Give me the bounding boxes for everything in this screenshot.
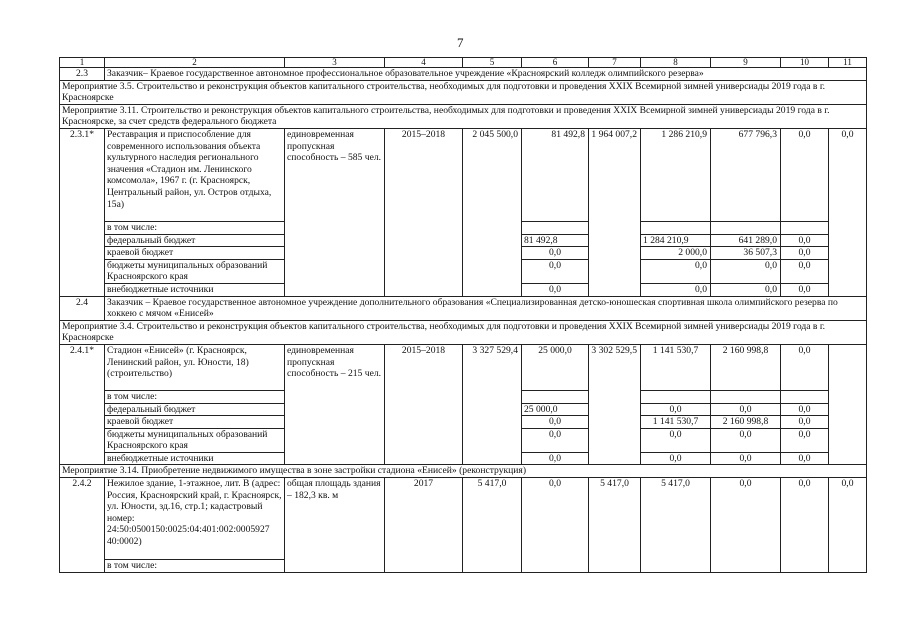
value-cell: 0,0 xyxy=(522,259,589,283)
value-cell: 1 964 007,2 xyxy=(589,128,641,296)
table-row xyxy=(60,478,867,560)
period: 2015–2018 xyxy=(385,344,463,465)
program-table xyxy=(59,57,867,573)
sub-label: внебюджетные источники xyxy=(105,283,285,296)
value-cell xyxy=(711,221,781,234)
value-cell: 0,0 xyxy=(781,234,829,247)
value-cell xyxy=(522,390,589,403)
value-cell: 0,0 xyxy=(781,247,829,260)
sub-label: внебюджетные источники xyxy=(105,452,285,465)
value-cell: 2 160 998,8 xyxy=(711,344,781,390)
value-cell xyxy=(781,390,829,403)
object-name: Стадион «Енисей» (г. Красноярск, Ленинский район, ул. Юности, 18) (строительство) xyxy=(105,344,285,390)
value-cell: 0,0 xyxy=(522,478,589,573)
total-value: 5 417,0 xyxy=(463,478,522,573)
value-cell: 0,0 xyxy=(641,428,711,452)
value-cell: 0,0 xyxy=(641,452,711,465)
value-cell: 36 507,3 xyxy=(711,247,781,260)
header-cell: 3 xyxy=(285,58,385,68)
measure-row xyxy=(60,320,867,344)
value-cell: 0,0 xyxy=(522,283,589,296)
value-cell: 677 796,3 xyxy=(711,128,781,221)
sub-label: в том числе: xyxy=(105,221,285,234)
object-capacity: единовременная пропускная способность – 585 чел. xyxy=(285,128,385,296)
header-cell: 7 xyxy=(589,58,641,68)
row-number: 2.3.1* xyxy=(60,128,105,296)
measure-title: Мероприятие 3.14. Приобретение недвижимого имущества в зоне застройки стадиона «Енисей» (реконструкция) xyxy=(60,465,867,478)
value-cell: 0,0 xyxy=(711,428,781,452)
object-name: Реставрация и приспособление для современного использования объекта культурного наследия регионального значения «Стадион им. Ленинского комсомола», 1967 г. (г. Красноярск, Центральный район, ул. Остров отдыха, 15а) xyxy=(105,128,285,221)
measure-row xyxy=(60,104,867,128)
header-cell: 8 xyxy=(641,58,711,68)
value-cell xyxy=(829,344,867,465)
object-name: Нежилое здание, 1-этажное, лит. В (адрес: Россия, Красноярский край, г. Красноярск, ул. Юности, зд.16, стр.1; кадастровый номер: 24:50:0500150:0025:04:401:002:0005927 40:0002) xyxy=(105,478,285,560)
section-row xyxy=(60,68,867,81)
value-cell: 0,0 xyxy=(781,478,829,573)
sub-label: бюджеты муниципальных образований Красноярского края xyxy=(105,259,285,283)
value-cell xyxy=(641,221,711,234)
value-cell: 0,0 xyxy=(522,416,589,429)
row-number: 2.4.2 xyxy=(60,478,105,573)
header-row xyxy=(60,58,867,68)
measure-title: Мероприятие 3.11. Строительство и реконструкция объектов капитального строительства, необходимых для подготовки и проведения XXIX Всемирной зимней универсиады 2019 года в г. Красноярске, за счет средств федерального бюджета xyxy=(60,104,867,128)
value-cell: 1 141 530,7 xyxy=(641,416,711,429)
value-cell: 2 000,0 xyxy=(641,247,711,260)
value-cell: 0,0 xyxy=(522,428,589,452)
value-cell: 0,0 xyxy=(522,452,589,465)
value-cell: 3 302 529,5 xyxy=(589,344,641,465)
object-area: общая площадь здания – 182,3 кв. м xyxy=(285,478,385,573)
header-cell: 10 xyxy=(781,58,829,68)
value-cell: 0,0 xyxy=(711,403,781,416)
value-cell xyxy=(522,221,589,234)
section-title: Заказчик – Краевое государственное автономное учреждение дополнительного образования «Специализированная детско-юношеская спортивная школа олимпийского резерва по хоккею с мячом «Енисей» xyxy=(105,296,867,320)
sub-label: в том числе: xyxy=(105,390,285,403)
period: 2017 xyxy=(385,478,463,573)
value-cell: 2 160 998,8 xyxy=(711,416,781,429)
sub-label: бюджеты муниципальных образований Красноярского края xyxy=(105,428,285,452)
section-title: Заказчик– Краевое государственное автономное профессиональное образовательное учреждение «Красноярский колледж олимпийского резерва» xyxy=(105,68,867,81)
sub-label: краевой бюджет xyxy=(105,247,285,260)
value-cell: 0,0 xyxy=(781,403,829,416)
value-cell: 0,0 xyxy=(781,428,829,452)
value-cell: 0,0 xyxy=(641,283,711,296)
header-cell: 6 xyxy=(522,58,589,68)
value-cell: 0,0 xyxy=(829,128,867,296)
value-cell: 641 289,0 xyxy=(711,234,781,247)
value-cell: 0,0 xyxy=(829,478,867,573)
sub-label: в том числе: xyxy=(105,560,285,573)
value-cell: 0,0 xyxy=(711,259,781,283)
value-cell: 0,0 xyxy=(711,478,781,573)
value-cell: 0,0 xyxy=(522,247,589,260)
total-value: 2 045 500,0 xyxy=(463,128,522,296)
header-cell: 4 xyxy=(385,58,463,68)
value-cell: 0,0 xyxy=(781,452,829,465)
value-cell xyxy=(641,390,711,403)
value-cell: 0,0 xyxy=(641,403,711,416)
value-cell: 0,0 xyxy=(641,259,711,283)
header-cell: 9 xyxy=(711,58,781,68)
measure-title: Мероприятие 3.4. Строительство и реконструкция объектов капитального строительства, необходимых для подготовки и проведения XXIX Всемирной зимней универсиады 2019 года в г. Красноярске xyxy=(60,320,867,344)
value-cell: 25 000,0 xyxy=(522,403,589,416)
header-cell: 5 xyxy=(463,58,522,68)
section-number: 2.4 xyxy=(60,296,105,320)
page-number: 7 xyxy=(457,35,464,50)
section-row xyxy=(60,296,867,320)
object-capacity: единовременная пропускная способность – 215 чел. xyxy=(285,344,385,465)
value-cell: 5 417,0 xyxy=(589,478,641,573)
table-row xyxy=(60,128,867,221)
header-cell: 11 xyxy=(829,58,867,68)
value-cell: 0,0 xyxy=(781,344,829,390)
value-cell: 25 000,0 xyxy=(522,344,589,390)
sub-label: федеральный бюджет xyxy=(105,234,285,247)
value-cell: 1 141 530,7 xyxy=(641,344,711,390)
value-cell: 0,0 xyxy=(711,283,781,296)
value-cell: 0,0 xyxy=(711,452,781,465)
header-cell: 2 xyxy=(105,58,285,68)
value-cell: 0,0 xyxy=(781,283,829,296)
value-cell: 0,0 xyxy=(781,416,829,429)
value-cell: 0,0 xyxy=(781,128,829,221)
total-value: 3 327 529,4 xyxy=(463,344,522,465)
measure-row xyxy=(60,465,867,478)
sub-label: краевой бюджет xyxy=(105,416,285,429)
value-cell: 1 284 210,9 xyxy=(641,234,711,247)
value-cell: 81 492,8 xyxy=(522,234,589,247)
table-row xyxy=(60,344,867,390)
value-cell xyxy=(711,390,781,403)
section-number: 2.3 xyxy=(60,68,105,81)
value-cell: 0,0 xyxy=(781,259,829,283)
measure-row xyxy=(60,80,867,104)
row-number: 2.4.1* xyxy=(60,344,105,465)
measure-title: Мероприятие 3.5. Строительство и реконструкция объектов капитального строительства, необходимых для подготовки и проведения XXIX Всемирной зимней универсиады 2019 года в г. Красноярске xyxy=(60,80,867,104)
value-cell: 5 417,0 xyxy=(641,478,711,573)
value-cell: 81 492,8 xyxy=(522,128,589,221)
value-cell xyxy=(781,221,829,234)
header-cell: 1 xyxy=(60,58,105,68)
period: 2015–2018 xyxy=(385,128,463,296)
sub-label: федеральный бюджет xyxy=(105,403,285,416)
value-cell: 1 286 210,9 xyxy=(641,128,711,221)
